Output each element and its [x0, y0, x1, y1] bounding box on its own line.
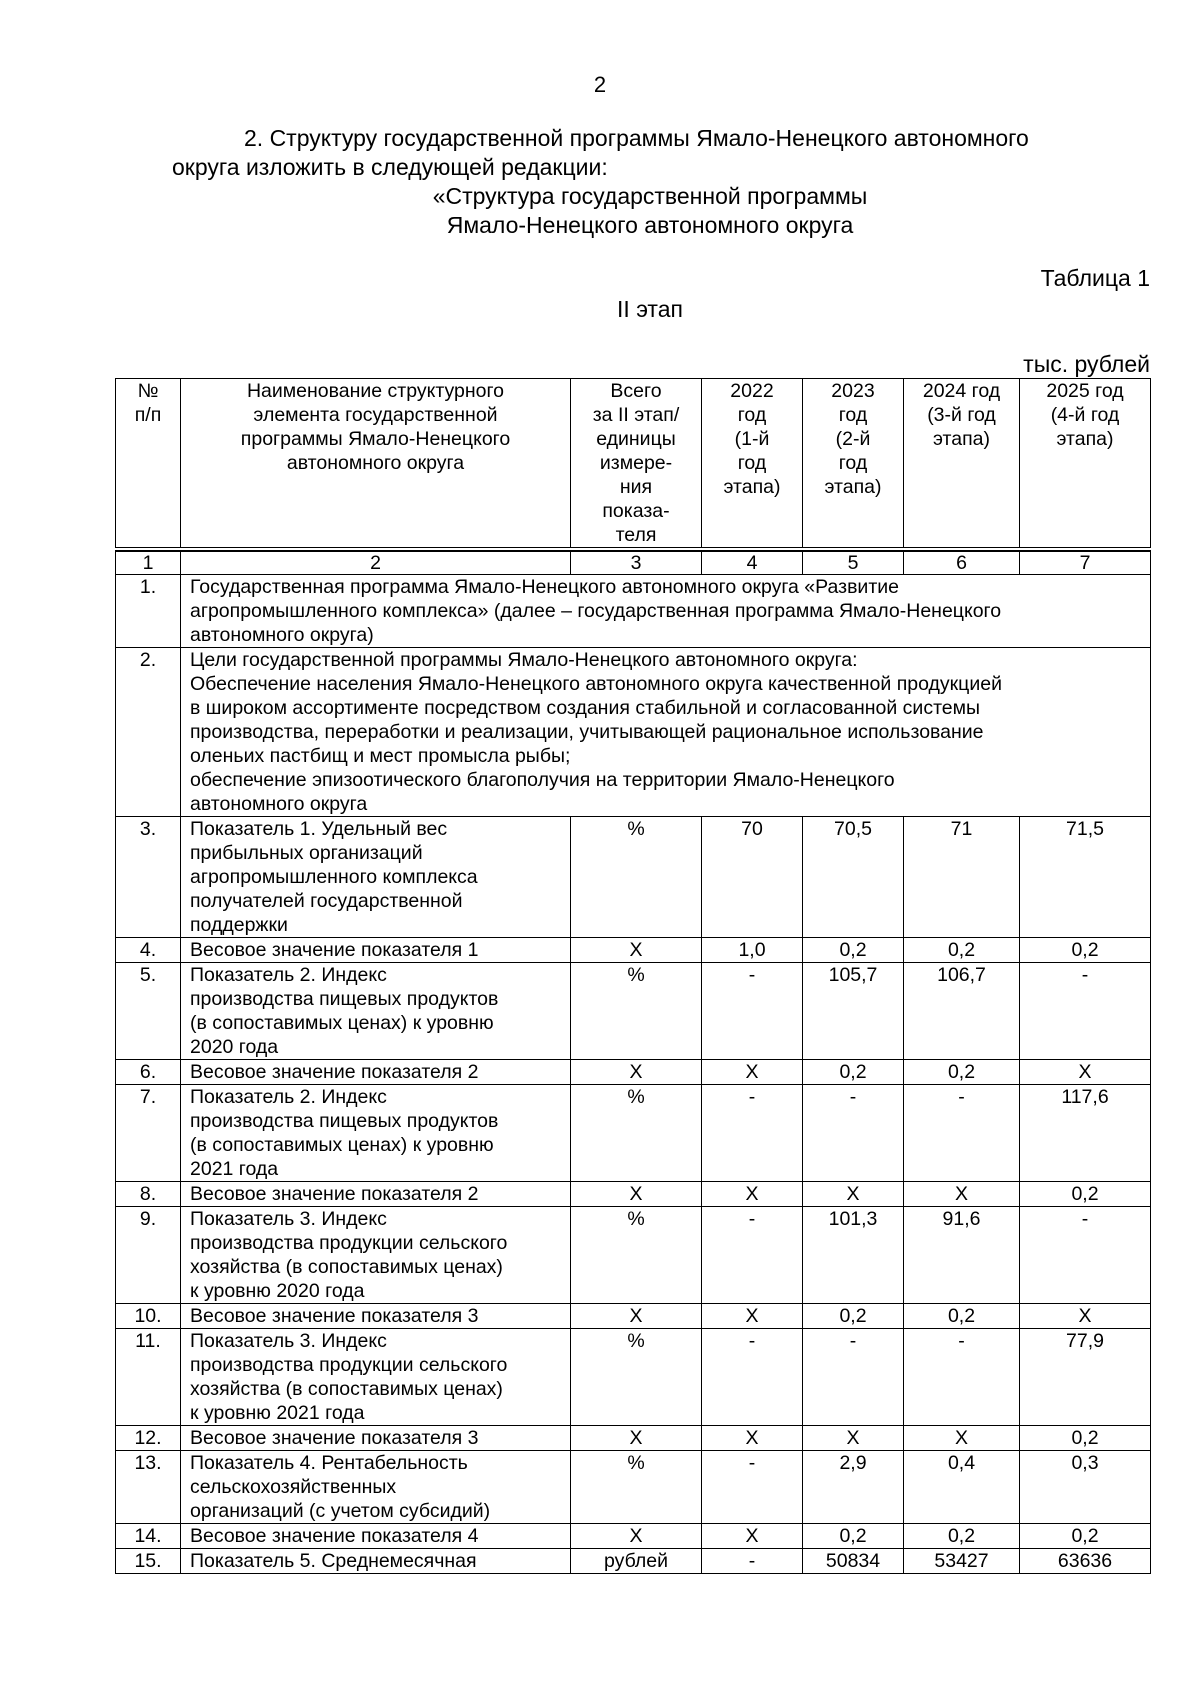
cell-line: автономного округа): [190, 624, 374, 646]
structure-title: [0, 182, 1200, 240]
header-line: №: [137, 380, 159, 402]
cell-line: Весовое значение показателя 2: [190, 1183, 479, 1205]
column-number: 6: [904, 551, 1020, 575]
header-line: год: [838, 404, 868, 426]
cell-line: Весовое значение показателя 1: [190, 939, 479, 961]
header-line: (1-й: [734, 428, 770, 450]
table-row: [116, 1304, 1151, 1329]
header-line: автономного округа: [286, 452, 465, 474]
row-value-2024: 0,4: [904, 1451, 1020, 1524]
column-number: 4: [702, 551, 803, 575]
header-total: [571, 379, 702, 548]
header-line: этапа): [824, 476, 882, 498]
cell-line: Цели государственной программы Ямало-Ненецкого автономного округа:: [190, 649, 858, 671]
table-row: [116, 1524, 1151, 1549]
row-name: [181, 1085, 571, 1182]
table-body: [116, 575, 1151, 1574]
row-unit: %: [571, 963, 702, 1060]
header-line: теля: [615, 524, 657, 546]
row-value-2025: 0,2: [1020, 1426, 1151, 1451]
table-row: [116, 1451, 1151, 1524]
row-value-2024: -: [904, 1085, 1020, 1182]
cell-line: прибыльных организаций: [190, 842, 423, 864]
cell-line: оленьих пастбищ и мест промысла рыбы;: [190, 745, 571, 767]
table-row: [116, 1329, 1151, 1426]
row-unit: X: [571, 1182, 702, 1207]
row-value-2022: -: [702, 1451, 803, 1524]
cell-line: производства, переработки и реализации, учитывающей рациональное использование: [190, 721, 984, 743]
row-number: 8.: [116, 1182, 181, 1207]
header-2022: [702, 379, 803, 548]
row-number: 14.: [116, 1524, 181, 1549]
cell-line: 2021 года: [190, 1158, 279, 1180]
row-name: [181, 1524, 571, 1549]
cell-line: производства пищевых продуктов: [190, 988, 499, 1010]
row-value-2022: X: [702, 1426, 803, 1451]
page-number: 2: [593, 72, 607, 97]
cell-line: организаций (с учетом субсидий): [190, 1500, 491, 1522]
cell-line: Государственная программа Ямало-Ненецкого автономного округа «Развитие: [190, 576, 899, 598]
row-name: [181, 963, 571, 1060]
header-line: год: [737, 404, 767, 426]
row-value-2024: 0,2: [904, 1304, 1020, 1329]
row-value-2023: 0,2: [803, 938, 904, 963]
intro-line-2: округа изложить в следующей редакции:: [172, 154, 608, 180]
header-line: 2022: [730, 380, 774, 402]
row-value-2023: X: [803, 1182, 904, 1207]
header-line: (4-й год: [1050, 404, 1120, 426]
cell-line: Показатель 2. Индекс: [190, 1086, 387, 1108]
row-value-2023: X: [803, 1426, 904, 1451]
row-value-2025: 77,9: [1020, 1329, 1151, 1426]
row-value-2024: 0,2: [904, 1060, 1020, 1085]
row-value-2023: -: [803, 1085, 904, 1182]
column-number: 2: [181, 551, 571, 575]
structure-title-line-2: Ямало-Ненецкого автономного округа: [446, 212, 854, 238]
row-value-2022: X: [702, 1182, 803, 1207]
row-value-2025: 0,2: [1020, 938, 1151, 963]
row-value-2024: X: [904, 1182, 1020, 1207]
cell-line: агропромышленного комплекса: [190, 866, 478, 888]
cell-line: Показатель 5. Среднемесячная: [190, 1550, 477, 1572]
row-name: [181, 938, 571, 963]
row-unit: X: [571, 1304, 702, 1329]
row-number: 1.: [116, 575, 181, 648]
row-value-2024: -: [904, 1329, 1020, 1426]
row-value-2023: 0,2: [803, 1060, 904, 1085]
row-value-2022: 1,0: [702, 938, 803, 963]
table-label: Таблица 1: [1040, 265, 1150, 291]
row-unit: X: [571, 938, 702, 963]
row-value-2024: 106,7: [904, 963, 1020, 1060]
header-line: год: [838, 452, 868, 474]
structure-table: [115, 378, 1151, 1574]
row-value-2025: 0,3: [1020, 1451, 1151, 1524]
header-line: (2-й: [835, 428, 871, 450]
table-row: [116, 1182, 1151, 1207]
column-number: 7: [1020, 551, 1151, 575]
header-line: этапа): [723, 476, 781, 498]
row-description: [181, 575, 1151, 648]
row-value-2023: 105,7: [803, 963, 904, 1060]
row-number: 6.: [116, 1060, 181, 1085]
cell-line: Показатель 3. Индекс: [190, 1330, 387, 1352]
row-name: [181, 1549, 571, 1574]
row-number: 10.: [116, 1304, 181, 1329]
row-unit: %: [571, 1329, 702, 1426]
row-value-2023: 0,2: [803, 1524, 904, 1549]
row-value-2025: 71,5: [1020, 817, 1151, 938]
header-line: этапа): [933, 428, 990, 450]
header-line: год: [737, 452, 767, 474]
table-row: [116, 648, 1151, 817]
header-line: программы Ямало-Ненецкого: [240, 428, 511, 450]
table-row: [116, 1549, 1151, 1574]
row-value-2024: 53427: [904, 1549, 1020, 1574]
row-unit: X: [571, 1426, 702, 1451]
structure-title-line-1: «Структура государственной программы: [432, 183, 868, 209]
row-name: [181, 817, 571, 938]
row-number: 9.: [116, 1207, 181, 1304]
row-value-2022: X: [702, 1060, 803, 1085]
row-value-2023: 70,5: [803, 817, 904, 938]
cell-line: Весовое значение показателя 3: [190, 1305, 479, 1327]
cell-line: Показатель 4. Рентабельность: [190, 1452, 468, 1474]
header-line: Наименование структурного: [246, 380, 505, 402]
row-value-2025: 63636: [1020, 1549, 1151, 1574]
row-unit: %: [571, 1451, 702, 1524]
header-line: 2025 год: [1046, 380, 1124, 402]
cell-line: производства продукции сельского: [190, 1232, 508, 1254]
header-line: показа-: [602, 500, 670, 522]
row-value-2024: 0,2: [904, 938, 1020, 963]
header-2025: [1020, 379, 1151, 548]
cell-line: получателей государственной: [190, 890, 463, 912]
row-name: [181, 1329, 571, 1426]
column-number-row: [116, 551, 1151, 575]
row-unit: рублей: [571, 1549, 702, 1574]
header-num: [116, 379, 181, 548]
row-name: [181, 1060, 571, 1085]
row-name: [181, 1451, 571, 1524]
header-line: единицы: [596, 428, 676, 450]
cell-line: агропромышленного комплекса» (далее – государственная программа Ямало-Ненецкого: [190, 600, 1002, 622]
row-value-2022: -: [702, 1207, 803, 1304]
row-number: 4.: [116, 938, 181, 963]
cell-line: производства пищевых продуктов: [190, 1110, 499, 1132]
row-number: 5.: [116, 963, 181, 1060]
header-line: Всего: [610, 380, 662, 402]
cell-line: производства продукции сельского: [190, 1354, 508, 1376]
intro-line-1: 2. Структуру государственной программы Ямало-Ненецкого автономного: [244, 125, 1029, 151]
row-value-2025: -: [1020, 1207, 1151, 1304]
table-row: [116, 575, 1151, 648]
row-value-2023: 0,2: [803, 1304, 904, 1329]
cell-line: Обеспечение населения Ямало-Ненецкого автономного округа качественной продукцией: [190, 673, 1002, 695]
cell-line: хозяйства (в сопоставимых ценах): [190, 1378, 503, 1400]
header-name: [181, 379, 571, 548]
cell-line: Весовое значение показателя 2: [190, 1061, 479, 1083]
row-number: 12.: [116, 1426, 181, 1451]
cell-line: обеспечение эпизоотического благополучия на территории Ямало-Ненецкого: [190, 769, 895, 791]
row-value-2023: 2,9: [803, 1451, 904, 1524]
header-line: ния: [619, 476, 653, 498]
row-value-2022: -: [702, 1549, 803, 1574]
column-number: 3: [571, 551, 702, 575]
table-row: [116, 817, 1151, 938]
row-value-2022: -: [702, 1329, 803, 1426]
row-number: 7.: [116, 1085, 181, 1182]
row-value-2024: 91,6: [904, 1207, 1020, 1304]
row-value-2023: -: [803, 1329, 904, 1426]
header-line: 2023: [831, 380, 875, 402]
header-line: 2024 год: [922, 380, 1001, 402]
cell-line: (в сопоставимых ценах) к уровню: [190, 1134, 494, 1156]
row-unit: %: [571, 817, 702, 938]
cell-line: (в сопоставимых ценах) к уровню: [190, 1012, 494, 1034]
row-value-2025: X: [1020, 1060, 1151, 1085]
header-2024: [904, 379, 1020, 548]
row-name: [181, 1207, 571, 1304]
row-value-2025: 117,6: [1020, 1085, 1151, 1182]
header-line: измере-: [599, 452, 673, 474]
cell-line: Весовое значение показателя 3: [190, 1427, 479, 1449]
header-line: этапа): [1056, 428, 1114, 450]
row-number: 3.: [116, 817, 181, 938]
table-row: [116, 938, 1151, 963]
row-value-2025: X: [1020, 1304, 1151, 1329]
stage-label: II этап: [617, 296, 683, 322]
table-row: [116, 963, 1151, 1060]
table-row: [116, 1060, 1151, 1085]
cell-line: хозяйства (в сопоставимых ценах): [190, 1256, 503, 1278]
header-line: (3-й год: [927, 404, 996, 426]
units-label: тыс. рублей: [1023, 351, 1150, 377]
column-number: 1: [116, 551, 181, 575]
table-row: [116, 1426, 1151, 1451]
row-value-2022: 70: [702, 817, 803, 938]
cell-line: автономного округа: [190, 793, 368, 815]
row-value-2025: 0,2: [1020, 1524, 1151, 1549]
row-unit: %: [571, 1085, 702, 1182]
cell-line: 2020 года: [190, 1036, 279, 1058]
table-header-row: [116, 379, 1151, 548]
row-unit: X: [571, 1524, 702, 1549]
table-row: [116, 1207, 1151, 1304]
row-name: [181, 1182, 571, 1207]
row-unit: %: [571, 1207, 702, 1304]
table-row: [116, 1085, 1151, 1182]
cell-line: в широком ассортименте посредством создания стабильной и согласованной системы: [190, 697, 981, 719]
cell-line: Показатель 2. Индекс: [190, 964, 387, 986]
cell-line: к уровню 2021 года: [190, 1402, 365, 1424]
cell-line: сельскохозяйственных: [190, 1476, 397, 1498]
row-unit: X: [571, 1060, 702, 1085]
row-value-2025: -: [1020, 963, 1151, 1060]
row-value-2025: 0,2: [1020, 1182, 1151, 1207]
row-value-2022: -: [702, 1085, 803, 1182]
cell-line: к уровню 2020 года: [190, 1280, 365, 1302]
row-value-2024: 0,2: [904, 1524, 1020, 1549]
row-name: [181, 1426, 571, 1451]
cell-line: Показатель 3. Индекс: [190, 1208, 387, 1230]
row-description: [181, 648, 1151, 817]
header-line: за II этап/: [592, 404, 680, 426]
row-number: 2.: [116, 648, 181, 817]
row-value-2024: X: [904, 1426, 1020, 1451]
row-value-2022: X: [702, 1304, 803, 1329]
row-number: 13.: [116, 1451, 181, 1524]
row-number: 15.: [116, 1549, 181, 1574]
row-value-2023: 101,3: [803, 1207, 904, 1304]
header-2023: [803, 379, 904, 548]
row-value-2022: -: [702, 963, 803, 1060]
column-number: 5: [803, 551, 904, 575]
row-value-2022: X: [702, 1524, 803, 1549]
row-name: [181, 1304, 571, 1329]
header-line: п/п: [134, 404, 162, 426]
row-number: 11.: [116, 1329, 181, 1426]
header-line: элемента государственной: [253, 404, 498, 426]
cell-line: поддержки: [190, 914, 288, 936]
cell-line: Показатель 1. Удельный вес: [190, 818, 448, 840]
row-value-2024: 71: [904, 817, 1020, 938]
cell-line: Весовое значение показателя 4: [190, 1525, 479, 1547]
intro-paragraph: [172, 124, 1152, 182]
row-value-2023: 50834: [803, 1549, 904, 1574]
